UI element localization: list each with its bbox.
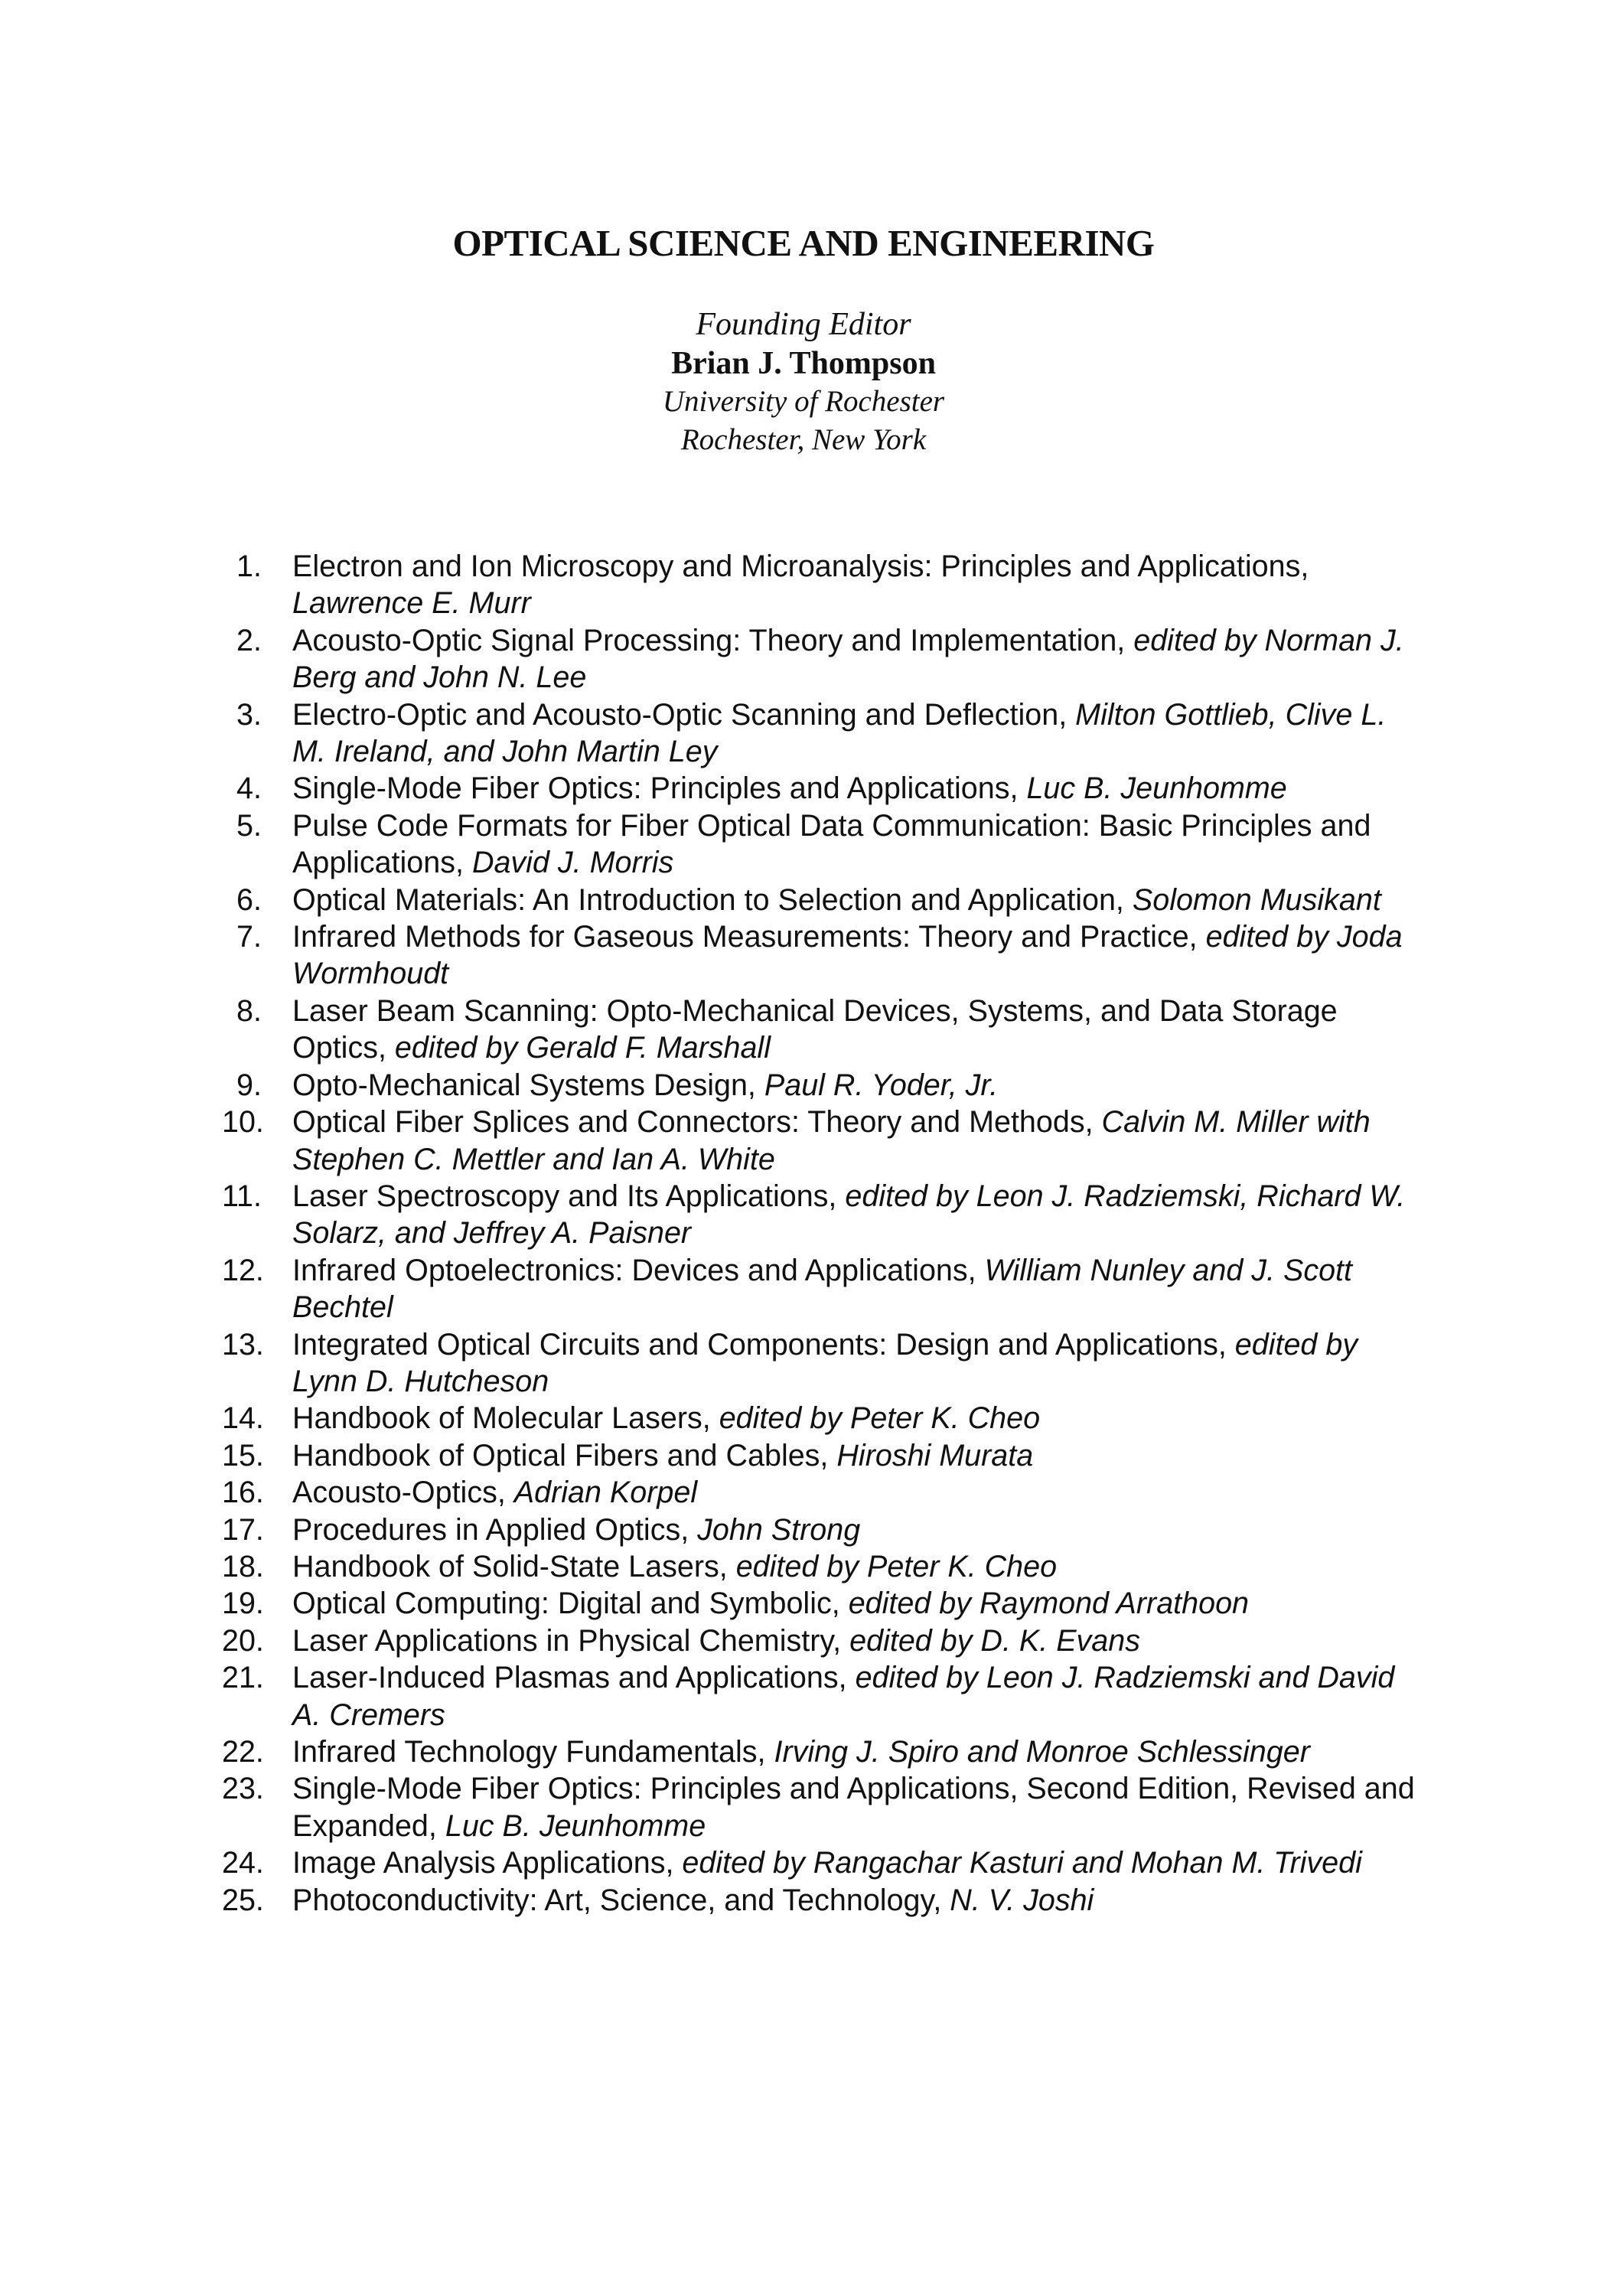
item-title: Laser-Induced Plasmas and Applications,: [292, 1661, 856, 1695]
series-item: [222, 807, 1416, 882]
item-title: Image Analysis Applications,: [292, 1846, 683, 1880]
item-title: Single-Mode Fiber Optics: Principles and Applications,: [292, 771, 1027, 806]
item-number: 11.: [222, 1179, 262, 1213]
item-author: Lawrence E. Murr: [292, 586, 531, 621]
item-title: Infrared Optoelectronics: Devices and Applications,: [292, 1253, 985, 1287]
series-item: [222, 882, 1416, 918]
item-author: William Nunley and J. Scott Bechtel: [292, 1253, 1352, 1325]
item-title: Acousto-Optic Signal Processing: Theory and Implementation,: [292, 623, 1134, 657]
item-number: 20.: [222, 1623, 264, 1658]
series-item: [222, 696, 1416, 771]
series-item: [222, 1585, 1416, 1622]
item-author: edited by Gerald F. Marshall: [394, 1031, 771, 1065]
item-number: 8.: [236, 993, 262, 1028]
item-author: edited by Leon J. Radziemski, Richard W. Solarz, and Jeffrey A. Paisner: [292, 1179, 1406, 1251]
series-item: [222, 918, 1416, 993]
item-number: 13.: [222, 1327, 264, 1362]
item-title: Optical Fiber Splices and Connectors: Theory and Methods,: [292, 1105, 1102, 1140]
item-number: 12.: [222, 1253, 264, 1287]
series-item: [222, 770, 1416, 807]
series-item: [222, 1733, 1416, 1770]
item-number: 16.: [222, 1476, 264, 1510]
item-title: Handbook of Optical Fibers and Cables,: [292, 1438, 837, 1473]
item-author: Luc B. Jeunhomme: [445, 1808, 706, 1843]
item-author: edited by Peter K. Cheo: [719, 1401, 1041, 1436]
item-title: Laser Beam Scanning: Opto-Mechanical Devices, Systems, and Data Storage Optics,: [292, 993, 1338, 1065]
series-item: [222, 1770, 1416, 1844]
item-title: Handbook of Molecular Lasers,: [292, 1401, 719, 1436]
item-author: edited by Lynn D. Hutcheson: [292, 1327, 1358, 1398]
item-number: 19.: [222, 1587, 264, 1621]
series-item: [222, 622, 1416, 696]
editor-institution: University of Rochester: [662, 385, 945, 418]
item-title: Infrared Technology Fundamentals,: [292, 1735, 774, 1769]
item-title: Single-Mode Fiber Optics: Principles and Applications, Second Edition, Revised and Expanded,: [292, 1772, 1415, 1843]
item-title: Optical Materials: An Introduction to Selection and Application,: [292, 882, 1133, 917]
item-number: 21.: [222, 1661, 264, 1695]
item-author: edited by Peter K. Cheo: [735, 1549, 1058, 1583]
item-number: 1.: [236, 550, 262, 583]
editor-name: Brian J. Thompson: [671, 346, 936, 381]
series-item: [222, 1437, 1416, 1474]
item-title: Electro-Optic and Acousto-Optic Scanning and Deflection,: [292, 697, 1076, 732]
series-item: [222, 1252, 1416, 1326]
series-item: [222, 993, 1416, 1067]
series-list: [222, 548, 1416, 1919]
item-author: Calvin M. Miller with Stephen C. Mettler and Ian A. White: [292, 1105, 1371, 1176]
series-item: [222, 1178, 1416, 1252]
item-title: Infrared Methods for Gaseous Measurements: Theory and Practice,: [292, 920, 1206, 954]
item-number: 4.: [236, 771, 262, 806]
item-title: Electron and Ion Microscopy and Microanalysis: Principles and Applications,: [292, 550, 1309, 583]
item-author: Milton Gottlieb, Clive L. M. Ireland, and John Martin Ley: [292, 697, 1387, 769]
item-title: Procedures in Applied Optics,: [292, 1512, 698, 1547]
item-title: Laser Applications in Physical Chemistry,: [292, 1623, 850, 1658]
editor-location: Rochester, New York: [680, 423, 927, 456]
item-author: Paul R. Yoder, Jr.: [764, 1068, 999, 1102]
item-author: Adrian Korpel: [513, 1476, 698, 1510]
item-author: edited by D. K. Evans: [849, 1623, 1140, 1658]
series-item: [222, 1548, 1416, 1585]
item-author: Irving J. Spiro and Monroe Schlessinger: [774, 1735, 1310, 1769]
item-author: edited by Raymond Arrathoon: [848, 1587, 1250, 1621]
series-item: [222, 1067, 1416, 1104]
item-number: 14.: [222, 1401, 264, 1436]
item-title: Pulse Code Formats for Fiber Optical Data Communication: Basic Principles and Applications,: [292, 808, 1371, 880]
item-number: 5.: [236, 808, 262, 843]
item-author: David J. Morris: [471, 846, 674, 880]
item-author: edited by Rangachar Kasturi and Mohan M. Trivedi: [682, 1846, 1362, 1880]
item-number: 7.: [236, 920, 262, 954]
item-title: Acousto-Optics,: [292, 1476, 514, 1510]
item-number: 9.: [236, 1068, 262, 1102]
series-item: [222, 1326, 1416, 1401]
item-title: Opto-Mechanical Systems Design,: [292, 1068, 764, 1102]
series-item: [222, 1104, 1416, 1178]
item-number: 23.: [222, 1772, 264, 1806]
item-author: John Strong: [697, 1512, 861, 1547]
series-item: [222, 548, 1416, 622]
series-title: OPTICAL SCIENCE AND ENGINEERING: [452, 222, 1155, 264]
editor-role: Founding Editor: [696, 307, 911, 342]
item-author: edited by Norman J. Berg and John N. Lee: [292, 623, 1404, 695]
item-author: Luc B. Jeunhomme: [1026, 771, 1287, 806]
item-number: 18.: [222, 1549, 264, 1583]
item-author: Solomon Musikant: [1132, 882, 1381, 917]
item-title: Handbook of Solid-State Lasers,: [292, 1549, 736, 1583]
editor-block: [0, 305, 1607, 459]
series-item: [222, 1882, 1416, 1919]
item-title: Photoconductivity: Art, Science, and Technology,: [292, 1883, 950, 1917]
series-item: [222, 1844, 1416, 1881]
item-author: N. V. Joshi: [950, 1883, 1094, 1917]
item-title: Laser Spectroscopy and Its Applications,: [292, 1179, 846, 1213]
series-item: [222, 1659, 1416, 1733]
item-number: 10.: [222, 1105, 264, 1140]
item-number: 25.: [222, 1883, 264, 1917]
series-item: [222, 1400, 1416, 1437]
series-item: [222, 1623, 1416, 1659]
series-item: [222, 1512, 1416, 1548]
item-number: 22.: [222, 1735, 264, 1769]
series-item: [222, 1474, 1416, 1511]
item-author: edited by Leon J. Radziemski and David A. Cremers: [292, 1661, 1395, 1732]
item-author: edited by Joda Wormhoudt: [292, 920, 1403, 991]
item-author: Hiroshi Murata: [836, 1438, 1034, 1473]
item-number: 24.: [222, 1846, 264, 1880]
series-header: [0, 220, 1607, 459]
item-number: 2.: [236, 623, 262, 657]
item-number: 17.: [222, 1512, 264, 1547]
item-number: 15.: [222, 1438, 264, 1473]
item-number: 3.: [236, 697, 262, 732]
item-title: Integrated Optical Circuits and Components: Design and Applications,: [292, 1327, 1235, 1362]
item-title: Optical Computing: Digital and Symbolic,: [292, 1587, 849, 1621]
item-number: 6.: [236, 882, 262, 917]
